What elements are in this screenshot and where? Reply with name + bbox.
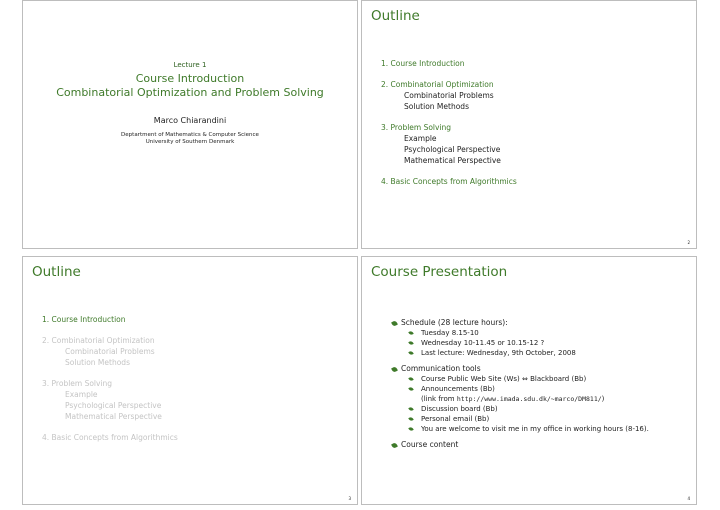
bullet-text: Schedule (28 lecture hours): [401,318,508,327]
outline-subsection: Solution Methods [65,358,130,367]
outline-subsection: Combinatorial Problems [65,347,155,356]
bullet-marker-icon [391,366,398,373]
outline-section: 4. Basic Concepts from Algorithmics [42,433,178,442]
outline-subsection: Solution Methods [404,102,469,111]
page-number: 4 [687,496,690,501]
bullet-text: Tuesday 8.15-10 [421,329,479,337]
bullet-text: Personal email (Bb) [421,415,490,423]
bullet-text: You are welcome to visit me in my office in working hours (8-16). [421,425,649,433]
outline-subsection: Psychological Perspective [65,401,162,410]
page-number: 3 [348,496,351,501]
outline-subsection: Mathematical Perspective [65,412,162,421]
bullet-marker-icon [408,350,413,355]
outline-subsection: Mathematical Perspective [404,156,501,165]
slide-outline [361,0,697,249]
sub-bullet-item [392,414,649,424]
slide-title [22,0,358,249]
outline-section: 1. Course Introduction [381,59,465,68]
bullet-marker-icon [391,442,398,449]
bullet-marker-icon [408,376,413,381]
bullet-list [392,318,649,450]
outline-section: 4. Basic Concepts from Algorithmics [381,177,517,186]
outline-section-active: 1. Course Introduction [42,315,126,324]
slide-outline-highlight [22,256,358,505]
outline-list [42,314,178,443]
course-subtitle: Combinatorial Optimization and Problem Solving [56,86,324,99]
bullet-text: Announcements (Bb) [421,385,495,393]
bullet-text: Communication tools [401,364,481,373]
sub-bullet-item [392,384,649,394]
affiliation-univ: University of Southern Denmark [145,139,235,145]
link-suffix: ) [601,395,605,403]
link-line [392,394,649,404]
sub-bullet-item [392,328,649,338]
frame-title: Outline [32,264,81,280]
outline-section: 3. Problem Solving [42,379,113,388]
affiliation-dept: Deptartment of Mathematics & Computer Science [121,132,259,138]
bullet-marker-icon [408,416,413,421]
bullet-marker-icon [408,426,413,431]
frame-title: Outline [371,8,420,24]
bullet-marker-icon [408,330,413,335]
outline-section: 3. Problem Solving [381,123,452,132]
bullet-item [392,318,649,328]
bullet-text: Last lecture: Wednesday, 9th October, 2008 [421,349,576,357]
lecture-label: Lecture 1 [173,61,207,69]
bullet-text: Discussion board (Bb) [421,405,498,413]
slide-course-presentation [361,256,697,505]
title-block [23,61,357,146]
bullet-marker-icon [408,386,413,391]
outline-subsection: Psychological Perspective [404,145,501,154]
bullet-text: Course content [401,440,459,449]
outline-section: 2. Combinatorial Optimization [381,80,494,89]
page-number: 2 [687,240,690,245]
sub-bullet-item [392,338,649,348]
sub-bullet-item [392,424,649,434]
frame-title: Course Presentation [371,264,508,280]
bullet-marker-icon [408,406,413,411]
bullet-text: Course Public Web Site (Ws) ⇔ Blackboard (Bb) [421,375,587,383]
bullet-item [392,440,649,450]
outline-list [381,58,517,187]
course-url-link[interactable]: http://www.imada.sdu.dk/~marco/DM811/ [456,395,602,403]
sub-bullet-item [392,404,649,414]
sub-bullet-item [392,348,649,358]
author-name: Marco Chiarandini [153,116,227,125]
bullet-text: Wednesday 10-11.45 or 10.15-12 ? [421,339,545,347]
bullet-marker-icon [408,340,413,345]
link-prefix: (link from [421,395,457,403]
bullet-item [392,364,649,374]
course-title: Course Introduction [135,72,245,85]
outline-section: 2. Combinatorial Optimization [42,336,155,345]
outline-subsection: Example [65,390,98,399]
sub-bullet-item [392,374,649,384]
bullet-marker-icon [391,320,398,327]
outline-subsection: Combinatorial Problems [404,91,494,100]
outline-subsection: Example [404,134,437,143]
